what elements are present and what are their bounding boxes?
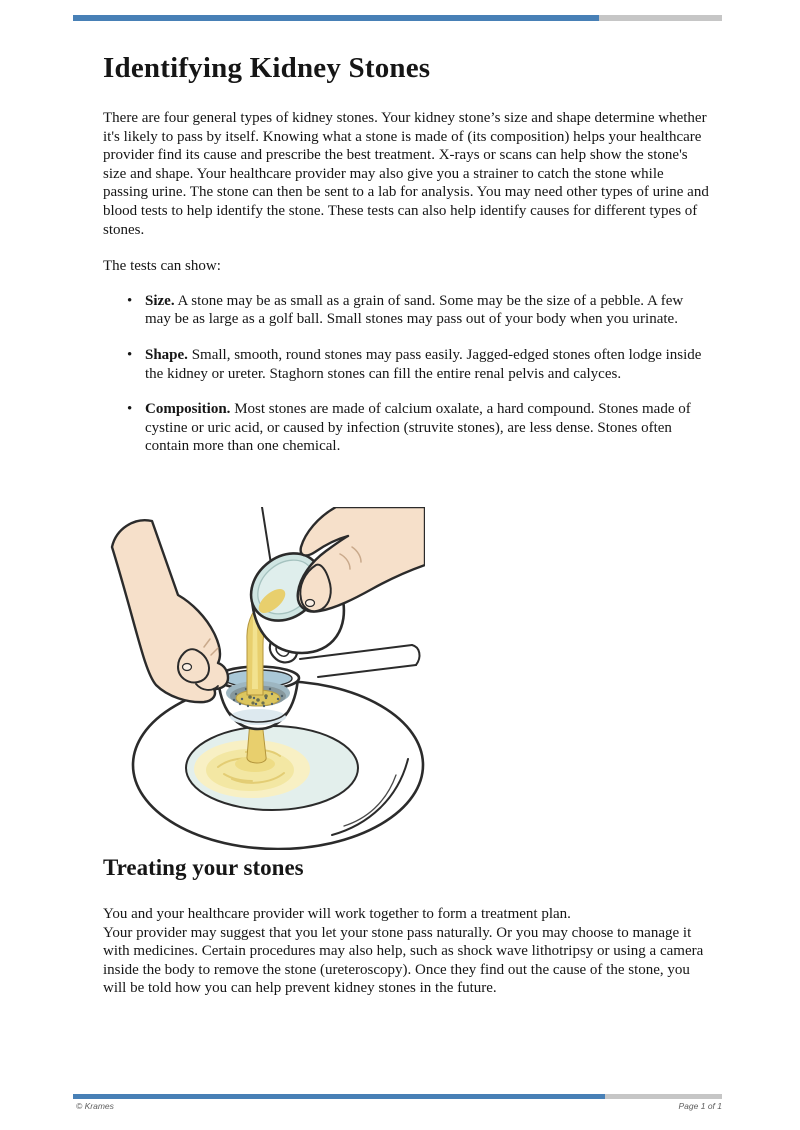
bullet-label: Composition. bbox=[145, 401, 231, 418]
section-title: Treating your stones bbox=[103, 855, 304, 880]
main-content bbox=[103, 52, 710, 473]
strainer-pour-illustration bbox=[100, 507, 425, 850]
header-rule-accent bbox=[73, 15, 599, 21]
bullet-icon: • bbox=[127, 346, 133, 363]
list-item bbox=[127, 292, 710, 329]
bullet-text: A stone may be as small as a grain of sand. Some may be the size of a pebble. A few may be as large as a golf ball. Small stones may pass out of your body when you urinate. bbox=[145, 292, 684, 328]
right-hand bbox=[298, 507, 425, 612]
intro-paragraph: There are four general types of kidney stones. Your kidney stone’s size and shape determine whether it's likely to pass by itself. Knowing what a stone is made of (its composition) helps your healthcare provider find its cause and prescribe the best treatment. X-rays or scans can help show the stone's size and shape. Your healthcare provider may also give you a strainer to catch the stone while passing urine. The stone can then be sent to a lab for analysis. You may need other types of urine and blood tests to help identify the stone. These tests can also help identify causes for different types of stones. bbox=[103, 110, 709, 238]
list-item bbox=[127, 400, 710, 456]
bullet-text: Small, smooth, round stones may pass easily. Jagged-edged stones often lodge inside the kidney or ureter. Staghorn stones can fill the entire renal pelvis and calyces. bbox=[145, 346, 702, 382]
footer-rule bbox=[73, 1094, 722, 1099]
left-hand bbox=[112, 520, 228, 702]
treating-paragraph bbox=[103, 905, 710, 998]
bullet-label: Shape. bbox=[145, 346, 188, 363]
bullet-text: Most stones are made of calcium oxalate, a hard compound. Stones made of cystine or uric acid, or caused by infection (struvite stones), are less dense. Stones often contain more than one chemical. bbox=[145, 401, 691, 455]
bullet-label: Size. bbox=[145, 292, 175, 309]
footer-rule-accent bbox=[73, 1094, 605, 1099]
list-item bbox=[127, 346, 710, 383]
treating-line-1: You and your healthcare provider will work together to form a treatment plan. bbox=[103, 906, 571, 922]
header-rule bbox=[73, 15, 722, 21]
copyright-text: © Krames bbox=[76, 1101, 114, 1111]
bullet-icon: • bbox=[127, 401, 133, 418]
treating-section bbox=[103, 854, 710, 998]
tests-list bbox=[103, 292, 710, 456]
page-title: Identifying Kidney Stones bbox=[103, 52, 431, 84]
bullet-icon: • bbox=[127, 292, 133, 309]
page-number: Page 1 of 1 bbox=[678, 1101, 722, 1111]
tests-lead-text: The tests can show: bbox=[103, 258, 221, 275]
treating-line-2: Your provider may suggest that you let your stone pass naturally. Or you may choose to manage it with medicines. Certain procedures may also help, such as shock wave lithotripsy or using a camera inside the body to remove the stone (ureteroscopy). Once they find out the cause of the stone, you will be told how you can help prevent kidney stones in the future. bbox=[103, 924, 704, 997]
footer bbox=[76, 1101, 722, 1111]
